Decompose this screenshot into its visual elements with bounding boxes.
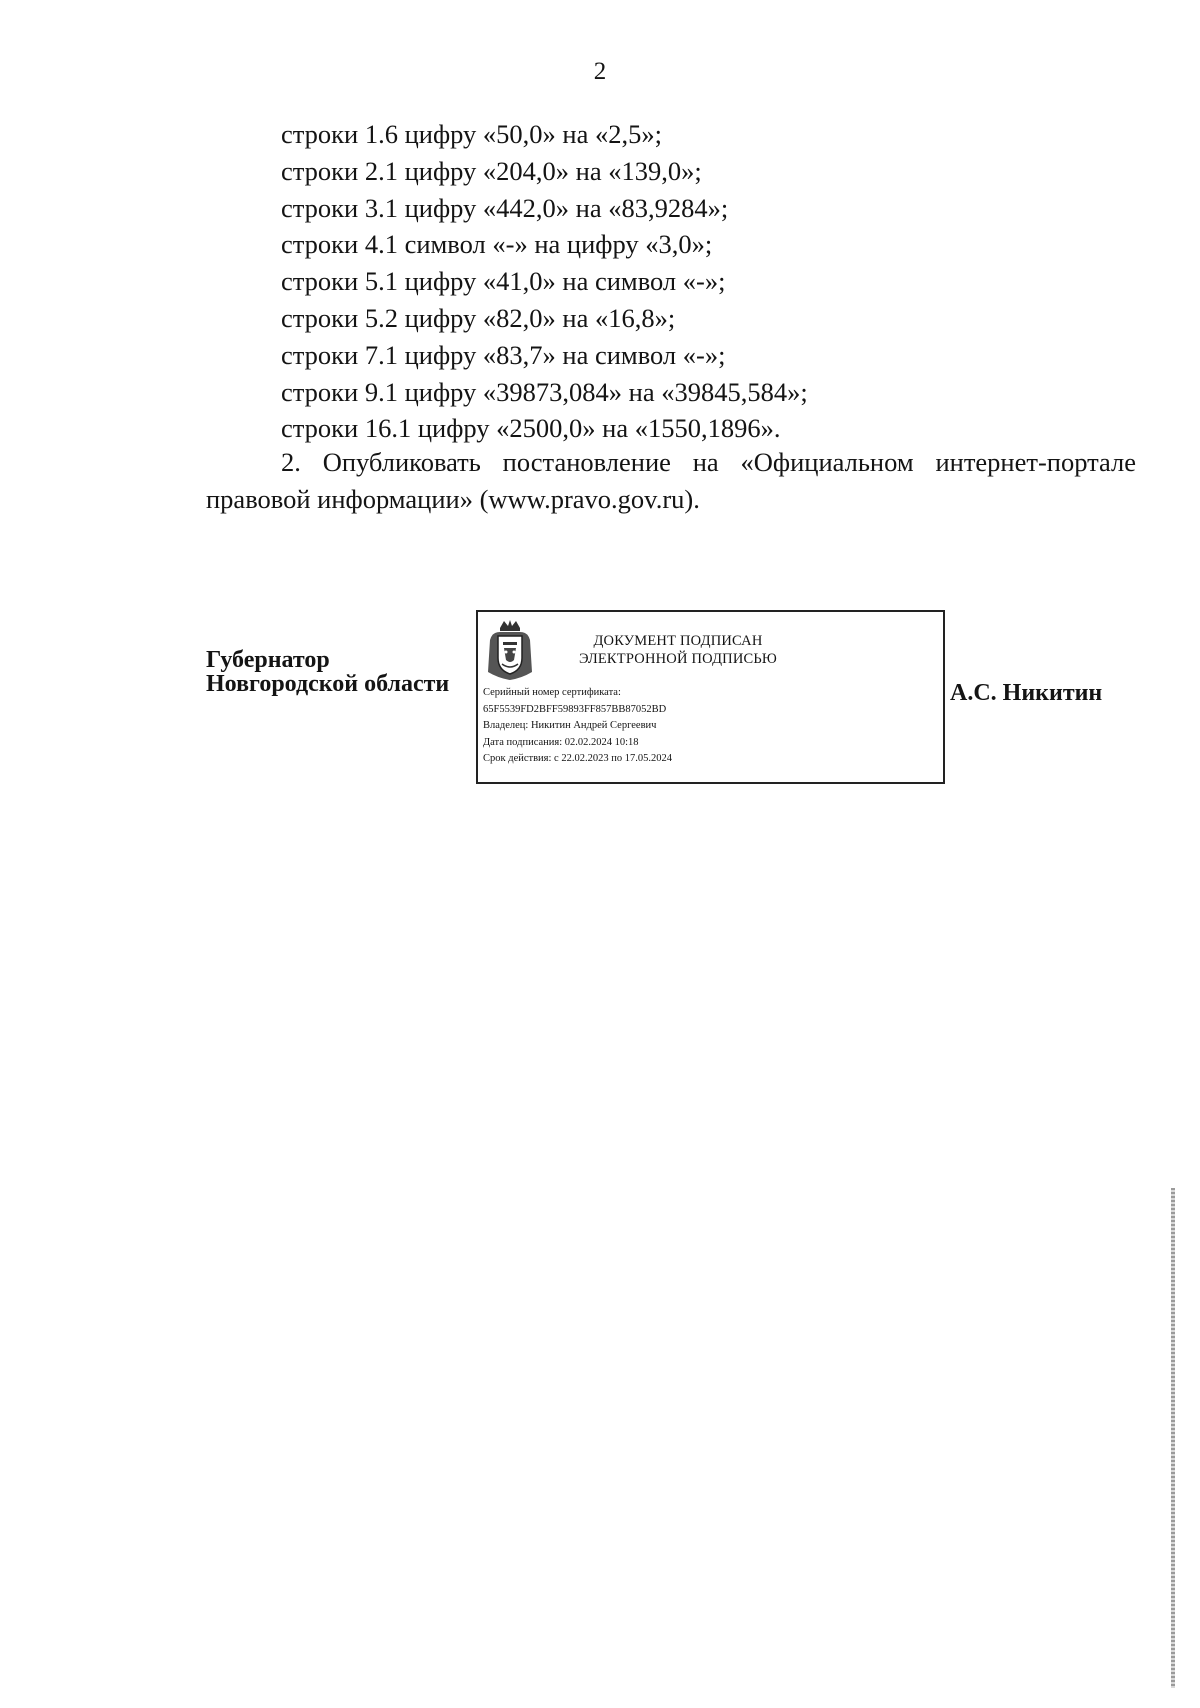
signer-name: А.С. Никитин <box>950 680 1103 706</box>
certificate-serial-label: Серийный номер сертификата: <box>483 687 621 698</box>
list-item: строки 1.6 цифру «50,0» на «2,5»; <box>281 119 662 149</box>
coat-of-arms-icon <box>486 618 534 682</box>
list-item: строки 16.1 цифру «2500,0» на «1550,1896». <box>281 413 781 444</box>
list-item: строки 4.1 символ «-» на цифру «3,0»; <box>281 229 713 260</box>
certificate-owner: Владелец: Никитин Андрей Сергеевич <box>483 720 657 731</box>
list-item: строки 5.2 цифру «82,0» на «16,8»; <box>281 302 676 333</box>
amendment-list <box>281 116 1161 447</box>
stamp-heading-line-2: ЭЛЕКТРОННОЙ ПОДПИСЬЮ <box>578 651 778 667</box>
list-item: строки 5.1 цифру «41,0» на символ «-»; <box>281 266 726 297</box>
stamp-heading <box>558 632 798 668</box>
list-item: строки 7.1 цифру «83,7» на символ «-»; <box>281 339 726 370</box>
list-item: строки 3.1 цифру «442,0» на «83,9284»; <box>281 192 729 223</box>
page-number: 2 <box>593 58 607 85</box>
signing-date: Дата подписания: 02.02.2024 10:18 <box>483 736 639 748</box>
list-item: строки 9.1 цифру «39873,084» на «39845,584»; <box>281 376 808 407</box>
scan-edge-artifact <box>1171 1188 1175 1688</box>
signer-title-line-1: Губернатор <box>206 647 330 673</box>
electronic-signature-stamp <box>476 610 945 784</box>
stamp-heading-line-1: ДОКУМЕНТ ПОДПИСАН <box>593 633 763 649</box>
certificate-validity: Срок действия: с 22.02.2023 по 17.05.2024 <box>483 753 672 764</box>
signer-title-line-2: Новгородской области <box>206 671 450 697</box>
stamp-details <box>483 685 672 768</box>
signer-title <box>206 648 449 696</box>
certificate-serial-value: 65F5539FD2BFF59893FF857BB87052BD <box>483 703 667 715</box>
publication-paragraph: 2. Опубликовать постановление на «Официальном интернет-портале правовой информации» (www.pravo.gov.ru). <box>206 447 1136 514</box>
list-item: строки 2.1 цифру «204,0» на «139,0»; <box>281 155 702 186</box>
